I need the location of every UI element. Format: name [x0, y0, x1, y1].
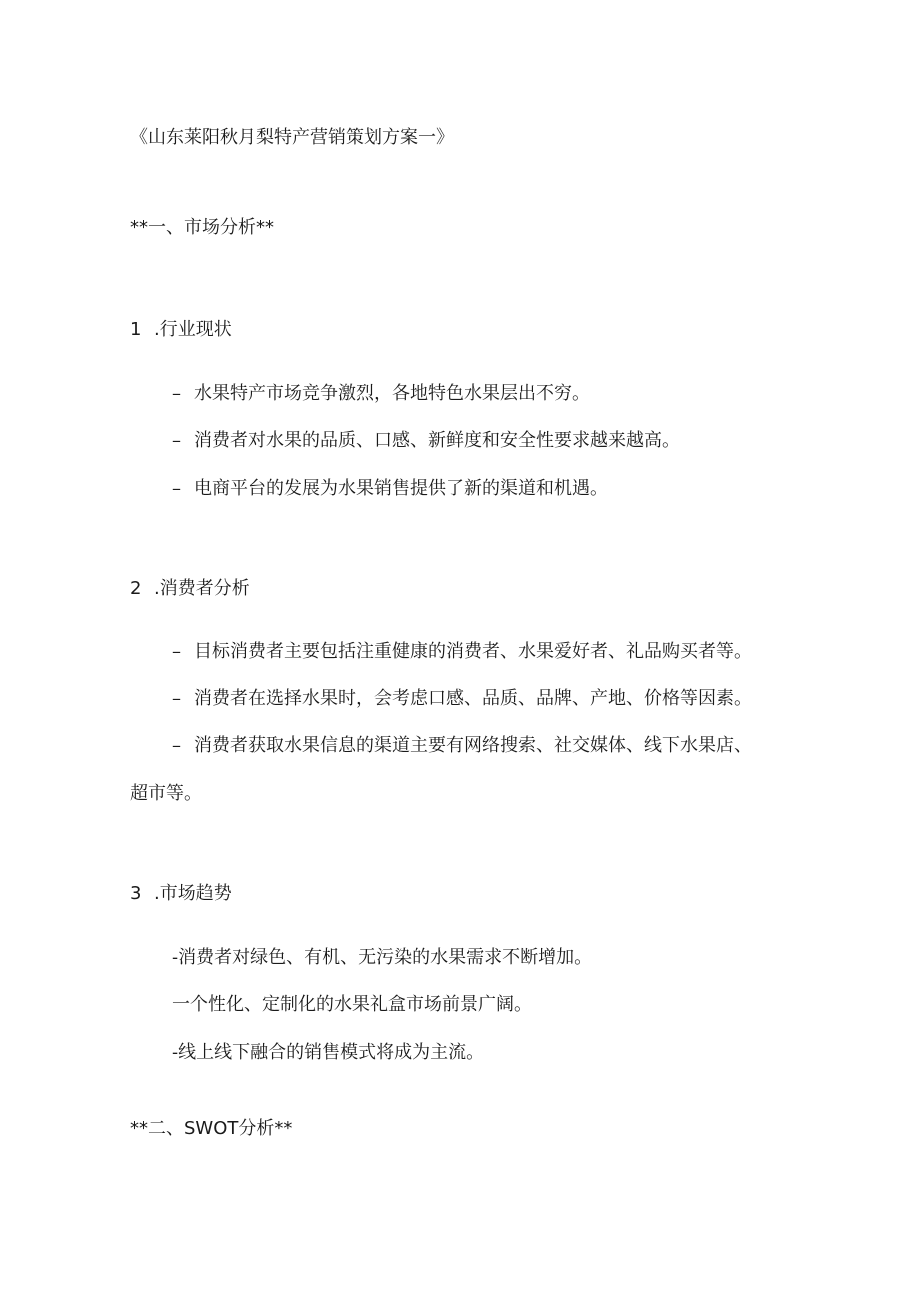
- subsection-number: 3: [130, 883, 142, 904]
- list-item-text: 消费者对水果的品质、口感、新鲜度和安全性要求越来越高。: [194, 430, 680, 451]
- list-item-text: 电商平台的发展为水果销售提供了新的渠道和机遇。: [194, 478, 608, 499]
- subsection-title: .市场趋势: [154, 883, 232, 904]
- list-item: [172, 687, 752, 711]
- subsection-title: .行业现状: [154, 319, 232, 340]
- bullet-dash: –: [172, 430, 181, 451]
- bullet-dash: –: [172, 735, 181, 756]
- list-item: -线上线下融合的销售模式将成为主流。: [172, 1042, 485, 1063]
- subsection-heading: [130, 577, 250, 601]
- list-item: [172, 477, 608, 501]
- list-item-text: 水果特产市场竞争激烈，各地特色水果层出不穷。: [194, 383, 590, 404]
- bullet-dash: –: [172, 478, 181, 499]
- list-item-continuation: 超市等。: [130, 783, 202, 804]
- list-item: -消费者对绿色、有机、无污染的水果需求不断增加。: [172, 947, 593, 968]
- subsection-title: .消费者分析: [154, 578, 250, 599]
- subsection-heading: [130, 882, 232, 906]
- section-heading-swot: **二、SWOT分析**: [130, 1118, 293, 1139]
- list-item: [172, 640, 752, 664]
- list-item: [172, 382, 590, 406]
- list-item-text: 消费者在选择水果时，会考虑口感、品质、品牌、产地、价格等因素。: [194, 688, 752, 709]
- bullet-dash: –: [172, 641, 181, 662]
- list-item: [172, 429, 680, 453]
- bullet-dash: –: [172, 688, 181, 709]
- list-item-text: 消费者获取水果信息的渠道主要有网络搜索、社交媒体、线下水果店、: [194, 735, 752, 756]
- subsection-number: 1: [130, 319, 142, 340]
- document-title: 《山东莱阳秋月梨特产营销策划方案一》: [130, 127, 454, 148]
- section-heading-market-analysis: **一、市场分析**: [130, 217, 274, 238]
- subsection-heading: [130, 318, 232, 342]
- subsection-number: 2: [130, 578, 142, 599]
- list-item: 一个性化、定制化的水果礼盒市场前景广阔。: [172, 994, 532, 1015]
- bullet-dash: –: [172, 383, 181, 404]
- list-item: [172, 734, 752, 758]
- list-item-text: 目标消费者主要包括注重健康的消费者、水果爱好者、礼品购买者等。: [194, 641, 752, 662]
